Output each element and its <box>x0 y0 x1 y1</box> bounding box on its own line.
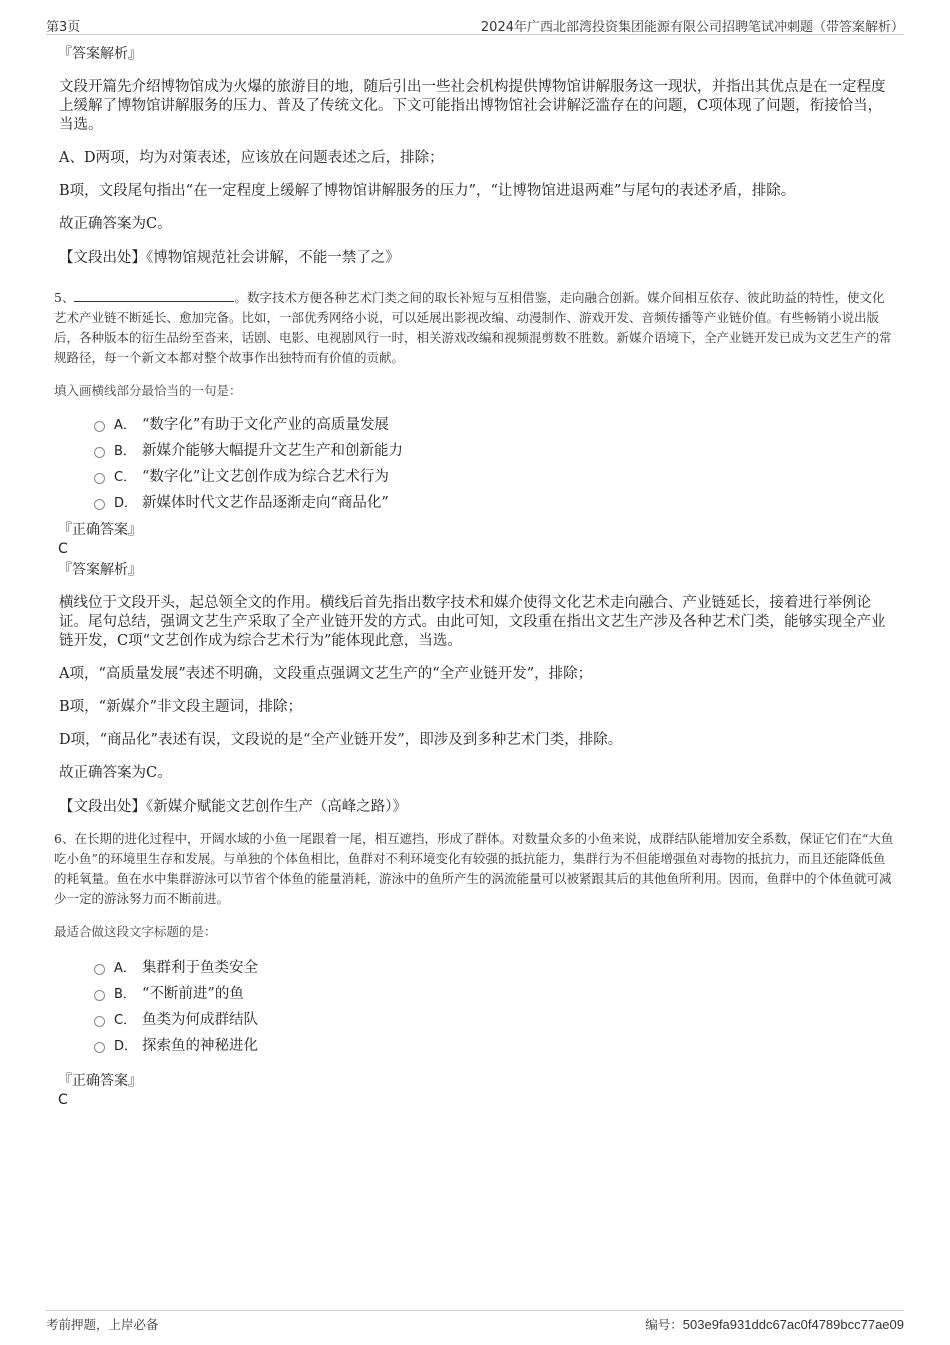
question-stem <box>54 829 894 909</box>
previous-question-analysis <box>56 44 894 268</box>
radio-icon[interactable] <box>94 1042 105 1053</box>
source-citation: 【文段出处】《新媒介赋能文艺创作生产（高峰之路）》 <box>59 799 407 815</box>
analysis-paragraph: B项，文段尾句指出“在一定程度上缓解了博物馆讲解服务的压力”，“让博物馆进退两难”与尾句的表述矛盾，排除。 <box>59 183 796 199</box>
question-6 <box>54 829 894 1109</box>
correct-answer-label: 『正确答案』 <box>58 1073 142 1089</box>
code-label: 编号： <box>645 1317 683 1332</box>
question-number: 6、 <box>54 831 75 846</box>
option-d[interactable]: D． 新媒体时代文艺作品逐渐走向“商品化” <box>94 490 894 516</box>
question-stem <box>54 288 894 368</box>
document-code <box>645 1315 904 1333</box>
radio-icon[interactable] <box>94 964 105 975</box>
correct-answer: C <box>58 1092 68 1108</box>
analysis-label: 『答案解析』 <box>58 562 142 578</box>
correct-answer: C <box>58 541 68 557</box>
radio-icon[interactable] <box>94 990 105 1001</box>
analysis-paragraph: D项，“商品化”表述有误，文段说的是“全产业链开发”，即涉及到多种艺术门类，排除。 <box>59 732 623 748</box>
analysis-paragraph: 文段开篇先介绍博物馆成为火爆的旅游目的地，随后引出一些社会机构提供博物馆讲解服务这一现状，并指出其优点是在一定程度上缓解了博物馆讲解服务的压力、普及了传统文化。下文可能指出博物馆社会讲解泛滥存在的问题，C项体现了问题，衔接恰当，当选。 <box>59 79 886 133</box>
analysis-paragraph: 故正确答案为C。 <box>59 216 172 232</box>
radio-icon[interactable] <box>94 473 105 484</box>
question-5 <box>54 288 894 817</box>
question-prompt: 填入画横线部分最恰当的一句是： <box>54 383 242 398</box>
option-c[interactable]: C． 鱼类为何成群结队 <box>94 1007 894 1033</box>
option-d[interactable]: D． 探索鱼的神秘进化 <box>94 1033 894 1059</box>
page-number: 第3页 <box>46 20 81 35</box>
option-a[interactable]: A． 集群利于鱼类安全 <box>94 955 894 981</box>
option-c[interactable]: C． “数字化”让文艺创作成为综合艺术行为 <box>94 464 894 490</box>
options-list <box>94 412 894 516</box>
page-header <box>46 14 904 35</box>
footer-slogan: 考前押题，上岸必备 <box>46 1317 159 1332</box>
question-text: 。数字技术方便各种艺术门类之间的取长补短与互相借鉴，走向融合创新。媒介间相互依存、彼此助益的特性，使文化艺术产业链不断延长、愈加完备。比如，一部优秀网络小说，可以延展出影视改编、动漫制作、游戏开发、音频传播等产业链价值。有些畅销小说出版后，各种版本的衍生品纷至沓来，话剧、电影、电视剧风行一时，相关游戏改编和视频混剪数不胜数。新媒介语境下，全产业链开发已成为文艺生产的常规路径，每一个新文本都对整个故事作出独特而有价值的贡献。 <box>54 290 892 365</box>
radio-icon[interactable] <box>94 1016 105 1027</box>
option-b[interactable]: B． “不断前进”的鱼 <box>94 981 894 1007</box>
question-prompt: 最适合做这段文字标题的是： <box>54 924 217 939</box>
analysis-paragraph: A项，“高质量发展”表述不明确，文段重点强调文艺生产的“全产业链开发”，排除； <box>59 666 593 682</box>
document-title: 2024年广西北部湾投资集团能源有限公司招聘笔试冲刺题（带答案解析） <box>480 20 904 35</box>
question-number: 5、 <box>54 290 75 305</box>
code-value: 503e9fa931ddc67ac0f4789bcc77ae09 <box>682 1317 904 1332</box>
source-citation: 【文段出处】《博物馆规范社会讲解，不能一禁了之》 <box>59 250 400 266</box>
analysis-paragraph: A、D两项，均为对策表述，应该放在问题表述之后，排除； <box>59 150 444 166</box>
radio-icon[interactable] <box>94 421 105 432</box>
option-a[interactable]: A． “数字化”有助于文化产业的高质量发展 <box>94 412 894 438</box>
option-b[interactable]: B． 新媒介能够大幅提升文艺生产和创新能力 <box>94 438 894 464</box>
fill-blank <box>74 288 234 302</box>
analysis-paragraph: 横线位于文段开头，起总领全文的作用。横线后首先指出数字技术和媒介使得文化艺术走向融合、产业链延长，接着进行举例论证。尾句总结，强调文艺生产采取了全产业链开发的方式。由此可知，文段重在指出文艺生产涉及各种艺术门类，能够实现全产业链开发，C项“文艺创作成为综合艺术行为”能体现此意，当选。 <box>59 595 886 649</box>
question-text: 在长期的进化过程中，开阔水域的小鱼一尾跟着一尾，相互遮挡，形成了群体。对数量众多的小鱼来说，成群结队能增加安全系数，保证它们在“大鱼吃小鱼”的环境里生存和发展。与单独的个体鱼相比，鱼群对不利环境变化有较强的抵抗能力，集群行为不但能增强鱼对毒物的抵抗力，而且还能降低鱼的耗氧量。鱼在水中集群游泳可以节省个体鱼的能量消耗，游泳中的鱼所产生的涡流能量可以被紧跟其后的其他鱼所利用。因而，鱼群中的个体鱼就可减少一定的游泳努力而不断前进。 <box>54 831 894 906</box>
analysis-paragraph: B项，“新媒介”非文段主题词，排除； <box>59 699 302 715</box>
page-content <box>56 44 894 1109</box>
page-footer <box>46 1310 904 1333</box>
analysis-paragraph: 故正确答案为C。 <box>59 765 172 781</box>
radio-icon[interactable] <box>94 499 105 510</box>
options-list <box>94 955 894 1059</box>
correct-answer-label: 『正确答案』 <box>58 522 142 538</box>
analysis-label: 『答案解析』 <box>58 46 142 62</box>
radio-icon[interactable] <box>94 447 105 458</box>
